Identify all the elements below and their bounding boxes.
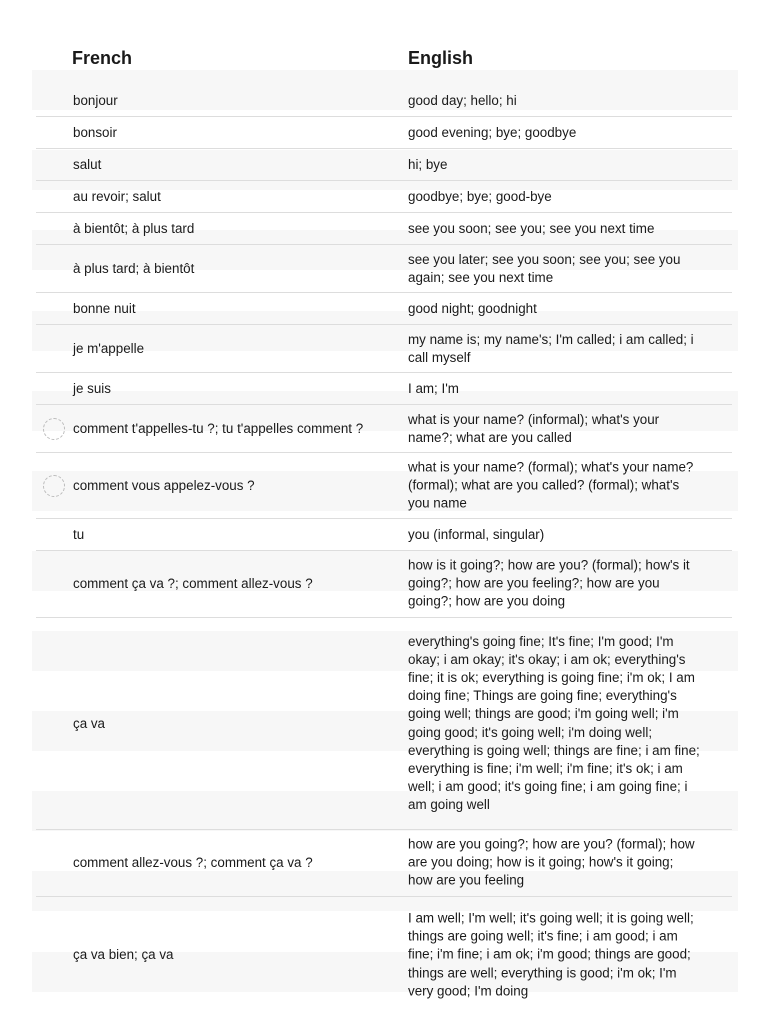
english-translation: what is your name? (informal); what's your name?; what are you called bbox=[408, 411, 660, 445]
table-row bbox=[36, 551, 732, 618]
french-term: au revoir; salut bbox=[73, 188, 161, 204]
table-row bbox=[36, 85, 732, 117]
english-translation: you (informal, singular) bbox=[408, 526, 545, 542]
table-row bbox=[36, 897, 732, 1013]
table-row bbox=[36, 453, 732, 519]
table-row bbox=[36, 618, 732, 830]
french-term: comment allez-vous ?; comment ça va ? bbox=[73, 854, 313, 870]
english-translation: how are you going?; how are you? (formal); how are you doing; how is it going; how's it going; how are you feeling bbox=[408, 836, 695, 889]
table-row bbox=[36, 405, 732, 453]
french-term: à plus tard; à bientôt bbox=[73, 260, 195, 276]
french-term: ça va bien; ça va bbox=[73, 946, 174, 962]
french-term: bonsoir bbox=[73, 124, 117, 140]
table-row bbox=[36, 830, 732, 897]
table-row bbox=[36, 293, 732, 325]
column-header-french: French bbox=[72, 48, 133, 68]
english-translation: what is your name? (formal); what's your name? (formal); what are you called? (formal); what's you name bbox=[408, 459, 694, 511]
table-row bbox=[36, 181, 732, 213]
table-row bbox=[36, 213, 732, 245]
french-term: je suis bbox=[73, 380, 111, 396]
english-translation: see you later; see you soon; see you; see you again; see you next time bbox=[408, 251, 681, 285]
table-row bbox=[36, 245, 732, 293]
english-translation: everything's going fine; It's fine; I'm good; I'm okay; i am okay; it's okay; i am ok; everything's fine; it is ok; everything is going fine; i'm ok; I am doing fine; Things are going fine; everything's going well; things are good; i'm going well; i'm going good; it's going well; i'm doing well; everything is going well; things are fine; i am fine; everything is fine; i'm well; i'm fine; it's ok; i am well; i am good; it's going fine; i am going fine; i am going well bbox=[408, 633, 700, 813]
english-translation: I am; I'm bbox=[408, 380, 459, 396]
table-row bbox=[36, 117, 732, 149]
french-term: ça va bbox=[73, 715, 106, 731]
english-translation: goodbye; bye; good-bye bbox=[408, 188, 552, 204]
english-translation: see you soon; see you; see you next time bbox=[408, 220, 655, 236]
english-translation: good day; hello; hi bbox=[408, 92, 517, 108]
english-translation: I am well; I'm well; it's going well; it is going well; things are going well; it's fine; i am good; i am fine; i'm fine; i am ok; i'm good; things are good; things are well; everything is good; i'm ok; I'm very good; I'm doing bbox=[408, 910, 694, 999]
english-translation: my name is; my name's; I'm called; i am called; i call myself bbox=[408, 331, 694, 365]
french-term: bonjour bbox=[73, 92, 118, 108]
french-term: je m'appelle bbox=[73, 340, 145, 356]
french-term: comment vous appelez-vous ? bbox=[73, 477, 255, 493]
table-row bbox=[36, 373, 732, 405]
english-translation: good evening; bye; goodbye bbox=[408, 124, 577, 140]
table-header bbox=[0, 46, 768, 74]
table-row bbox=[36, 325, 732, 373]
table-row bbox=[36, 519, 732, 551]
column-header-english: English bbox=[408, 48, 474, 68]
table-row bbox=[36, 149, 732, 181]
french-term: comment ça va ?; comment allez-vous ? bbox=[73, 575, 313, 591]
english-translation: good night; goodnight bbox=[408, 300, 537, 316]
french-term: salut bbox=[73, 156, 102, 172]
english-translation: hi; bye bbox=[408, 156, 448, 172]
english-translation: how is it going?; how are you? (formal); how's it going?; how are you feeling?; how are you going?; how are you doing bbox=[408, 557, 690, 610]
audio-play-icon[interactable] bbox=[43, 475, 65, 497]
audio-play-icon[interactable] bbox=[43, 418, 65, 440]
french-term: bonne nuit bbox=[73, 300, 136, 316]
french-term: tu bbox=[73, 526, 85, 542]
french-term: comment t'appelles-tu ?; tu t'appelles comment ? bbox=[73, 420, 364, 436]
french-term: à bientôt; à plus tard bbox=[73, 220, 195, 236]
